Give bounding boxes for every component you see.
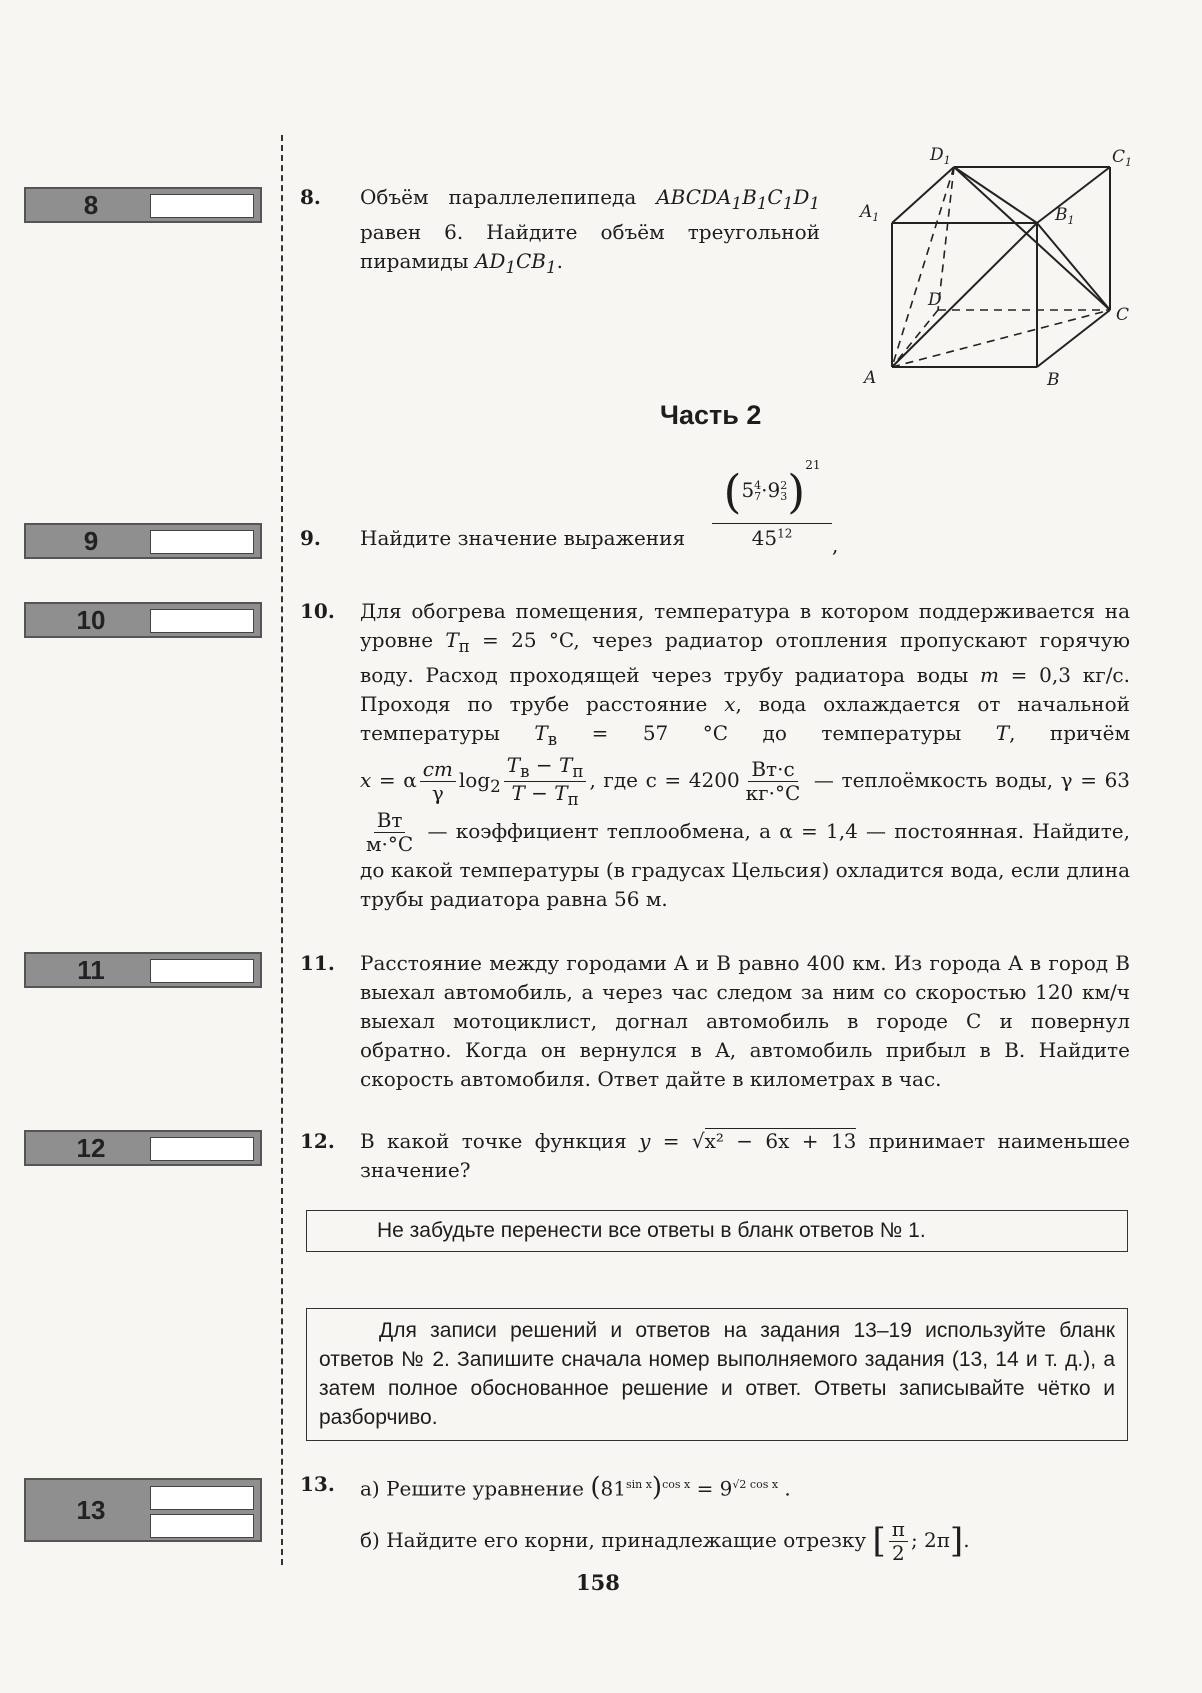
- label-a: A: [864, 368, 877, 388]
- task-11: [300, 949, 1130, 1094]
- task13-part-b: б) Найдите его корни, принадлежащие отрезку [ $\frac{\pi}{2}$ ; 2π].: [360, 1516, 970, 1565]
- instructions-box: Для записи решений и ответов на задания 13–19 используйте бланк ответов № 2. Запишите сначала номер выполняемого задания (13, 14 и т. д.), а затем полное обоснованное решение и ответ. Ответы записывайте чётко и разборчиво.: [306, 1308, 1128, 1441]
- label-c: C: [1116, 305, 1130, 325]
- task-12: [300, 1127, 1130, 1185]
- answer-field[interactable]: [150, 530, 254, 554]
- task9-expression: (5 $^{4 7}$ ·9 $^{2 3}$ )$^{21}$ $45^{12}$: [712, 458, 832, 550]
- task-number: 8.: [300, 185, 321, 209]
- answer-field[interactable]: [150, 194, 254, 218]
- task-13: [300, 1470, 1130, 1565]
- task-number: 13.: [300, 1472, 335, 1496]
- answer-box-number: 11: [77, 954, 105, 985]
- answer-field[interactable]: [150, 959, 254, 983]
- label-d: D: [928, 290, 942, 310]
- label-d1: $D_1$: [930, 145, 951, 167]
- answer-field[interactable]: [150, 609, 254, 633]
- answer-field-b[interactable]: [150, 1514, 254, 1538]
- cut-line: [281, 135, 283, 1565]
- task-text: Найдите значение выражения: [360, 525, 686, 550]
- task-text: Для обогрева помещения, температура в котором поддерживается на уровне $T_п = 25$ °C, через радиатор отопления пропускают горячую воду. Расход проходящей через трубу радиатора воды m = 0,3 кг/с. Проходя по трубе расстояние x, вода охлаждается от начальной температуры $T_в = 57$ °C до температуры T, причём x = α $\frac{cm}{\gamma}$ $\log_2$ $\frac{T_в - T_п}{T - T_п}$ , где c = 4200 $\frac{Вт\cdot с}{кг\cdot^\circ C}$ — теплоёмкость воды, γ = 63 $\frac{Вт}{м\cdot^\circ C}$ — коэффициент теплообмена, а α = 1,4 — постоянная. Найдите, до какой температуры (в градусах Цельсия) охладится вода, если длина трубы радиатора равна 56 м.: [360, 599, 1131, 912]
- answer-box-number: 8: [83, 189, 99, 220]
- task-number: 9.: [300, 526, 321, 550]
- label-a1: $A_1$: [860, 202, 880, 224]
- answer-box-9: [24, 523, 262, 559]
- part-heading: Часть 2: [660, 400, 762, 430]
- task-text: Объём параллелепипеда $ABCDA_1B_1C_1D_1$ равен 6. Найдите объём треугольной пирамиды $AD_1CB_1$.: [360, 185, 820, 277]
- answer-field-a[interactable]: [150, 1486, 254, 1510]
- answer-box-12: [24, 1130, 262, 1166]
- task-text: В какой точке функция y = √x² − 6x + 13 принимает наименьшее значение?: [360, 1129, 1130, 1182]
- answer-box-10: [24, 602, 262, 638]
- task-number: 12.: [300, 1129, 335, 1153]
- task-10: [300, 597, 1130, 914]
- task-number: 11.: [300, 951, 335, 975]
- answer-field[interactable]: [150, 1137, 254, 1161]
- parallelepiped-figure: [850, 145, 1140, 390]
- reminder-note: Не забудьте перенести все ответы в бланк ответов № 1.: [306, 1210, 1128, 1252]
- answer-box-8: [24, 187, 262, 223]
- answer-box-number: 12: [76, 1132, 106, 1163]
- page-number: 158: [576, 1570, 620, 1595]
- task-number: 10.: [300, 599, 335, 623]
- answer-box-13: [24, 1478, 262, 1542]
- answer-box-number: 13: [76, 1494, 106, 1525]
- label-c1: $C_1$: [1112, 147, 1133, 169]
- task-text: Расстояние между городами A и B равно 400 км. Из города A в город B выехал автомобиль, а через час следом за ним со скоростью 120 км/ч выехал мотоциклист, догнал автомобиль в городе C и повернул обратно. Когда он вернулся в A, автомобиль прибыл в B. Найдите скорость автомобиля. Ответ дайте в километрах в час.: [360, 951, 1131, 1091]
- label-b1: $B_1$: [1055, 205, 1075, 227]
- answer-box-number: 10: [76, 604, 106, 635]
- task13-part-a: а) Решите уравнение $(81^{sin x})^{cos x} = 9^{√2 cos x}$ .: [360, 1472, 791, 1503]
- task-8: [300, 183, 820, 282]
- label-b: B: [1047, 370, 1060, 390]
- answer-box-number: 9: [83, 525, 99, 556]
- answer-box-11: [24, 952, 262, 988]
